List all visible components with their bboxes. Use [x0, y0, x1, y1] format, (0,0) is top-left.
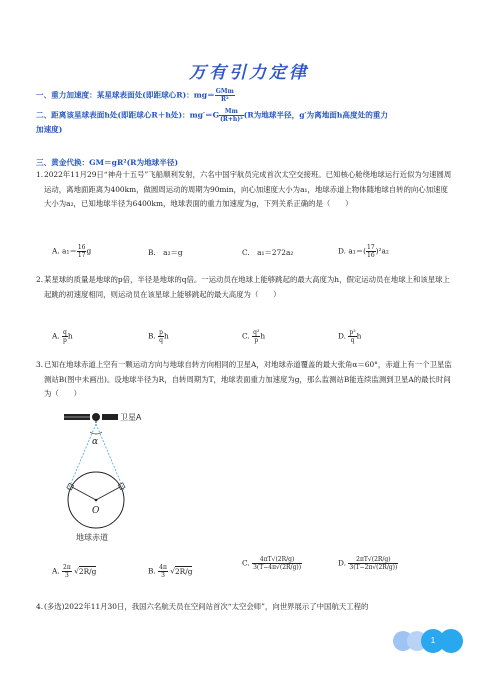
q2-option-a[interactable]: A. $\frac{q}{p}$ h	[52, 329, 73, 344]
question-1-text: 2022年11月29日“神舟十五号”飞船顺利发射，六名中国宇航员完成首次太空交接班。已知核心舱绕地球运行近似为匀速圆周运动，离地面距离为400km，做圆周运动的周期为90min，向心加速度大小为a₁，地球赤道上物体随地球自转的向心加速度大小为a₂，已知地球半径为6400km，地球表面的重力加速度为g，下列关系正确的是（ ）	[44, 170, 452, 209]
satellite-label: 卫星A	[120, 413, 142, 422]
section-2-line2: 加速度)	[36, 125, 63, 134]
page-indicator	[393, 629, 467, 651]
question-4-number: 4.	[36, 602, 44, 611]
satellite-icon	[64, 413, 118, 423]
q3-option-d[interactable]: D. $\frac{2\pi T√(2R/g)}{3(T-2\pi√(2R/g))}$	[338, 556, 398, 571]
section-2-suffix: (R为地球半径，g′为离地面h高度处的重力	[243, 110, 388, 120]
section-1-fraction: $\frac{\text{GMm}}{\text{R²}}$	[215, 88, 234, 103]
question-3-options	[52, 556, 452, 590]
footer-dot-3	[439, 629, 463, 653]
question-2-number: 2.	[36, 275, 44, 284]
q1-option-d[interactable]: D. a₁＝( $\frac{17}{16}$ )²a₂	[338, 244, 389, 259]
section-gravity-height	[36, 108, 466, 136]
question-1-options	[52, 240, 452, 264]
question-4-text: (多选)2022年11月30日，我国六名航天员在空间站首次“太空会师”，向世界展示了中国航天工程的	[44, 602, 369, 611]
question-1-number: 1.	[36, 170, 44, 179]
q3-option-a[interactable]: A. $\frac{2\pi}{3}$ √2R/g	[52, 564, 97, 579]
coverage-line-left	[68, 424, 99, 490]
q1-option-a[interactable]: A. a₁＝ $\frac{16}{17}$ g	[52, 244, 92, 259]
radius-right	[96, 487, 120, 500]
section-1-text: 一、重力加速度：某星球表面处(即距球心R)：mg＝	[36, 90, 215, 100]
figure-caption: 地球赤道	[76, 533, 108, 542]
question-2	[36, 273, 454, 302]
q2-option-c[interactable]: C. $\frac{\text{q²}}{p}$ h	[242, 329, 266, 344]
q3-option-c[interactable]: C. $\frac{4\pi T√(2R/g)}{3(T-4\pi√(2R/g))}$	[242, 556, 302, 571]
q2-option-b[interactable]: B. $\frac{p}{q}$ h	[148, 329, 169, 344]
question-3	[36, 358, 454, 402]
radius-left	[72, 487, 96, 500]
center-point	[95, 499, 98, 502]
question-3-number: 3.	[36, 360, 44, 369]
page-number: 1	[421, 629, 445, 653]
alpha-label: α	[92, 437, 99, 447]
question-2-options	[52, 325, 452, 349]
question-2-text: 某星球的质量是地球的p倍，半径是地球的q倍。一运动员在地球上能够跳起的最大高度为h，假定运动员在地球上和该星球上起跳的初速度相同，则运动员在该星球上能够跳起的最大高度为（ ）	[44, 275, 450, 299]
q3-option-b[interactable]: B. $\frac{4\pi}{3}$ √2R/g	[148, 564, 193, 579]
section-gravity-surface	[36, 88, 466, 103]
section-2-text: 二、距离该星球表面h处(即距球心R＋h处)：mg′＝G	[36, 110, 220, 120]
q2-option-d[interactable]: D. $\frac{\text{p²}}{q}$ h	[338, 329, 362, 344]
question-3-text: 已知在地球赤道上空有一颗运动方向与地球自转方向相同的卫星A，对地球赤道覆盖的最大张角α＝60°，赤道上有一个卫星监测站B(图中未画出)。设地球半径为R，自转周期为T，地球表面重力加速度为g，那么监测站B能连续监测到卫星A的最长时间为（ ）	[44, 360, 452, 399]
q1-option-c[interactable]: C. a₁＝272a₂	[242, 248, 294, 257]
satellite-coverage-figure	[52, 408, 162, 548]
page-title: 万有引力定律	[189, 63, 309, 83]
q1-option-b[interactable]: B. a₂＝g	[148, 248, 183, 257]
section-golden-substitution: 三、黄金代换：GM＝gR²(R为地球半径)	[36, 158, 179, 167]
center-label: O	[92, 506, 100, 516]
question-4	[36, 600, 454, 615]
section-2-fraction: $\frac{Mm}{\text{(R+h)²}}$	[220, 108, 243, 123]
coverage-line-right	[96, 424, 124, 490]
question-1	[36, 168, 454, 212]
